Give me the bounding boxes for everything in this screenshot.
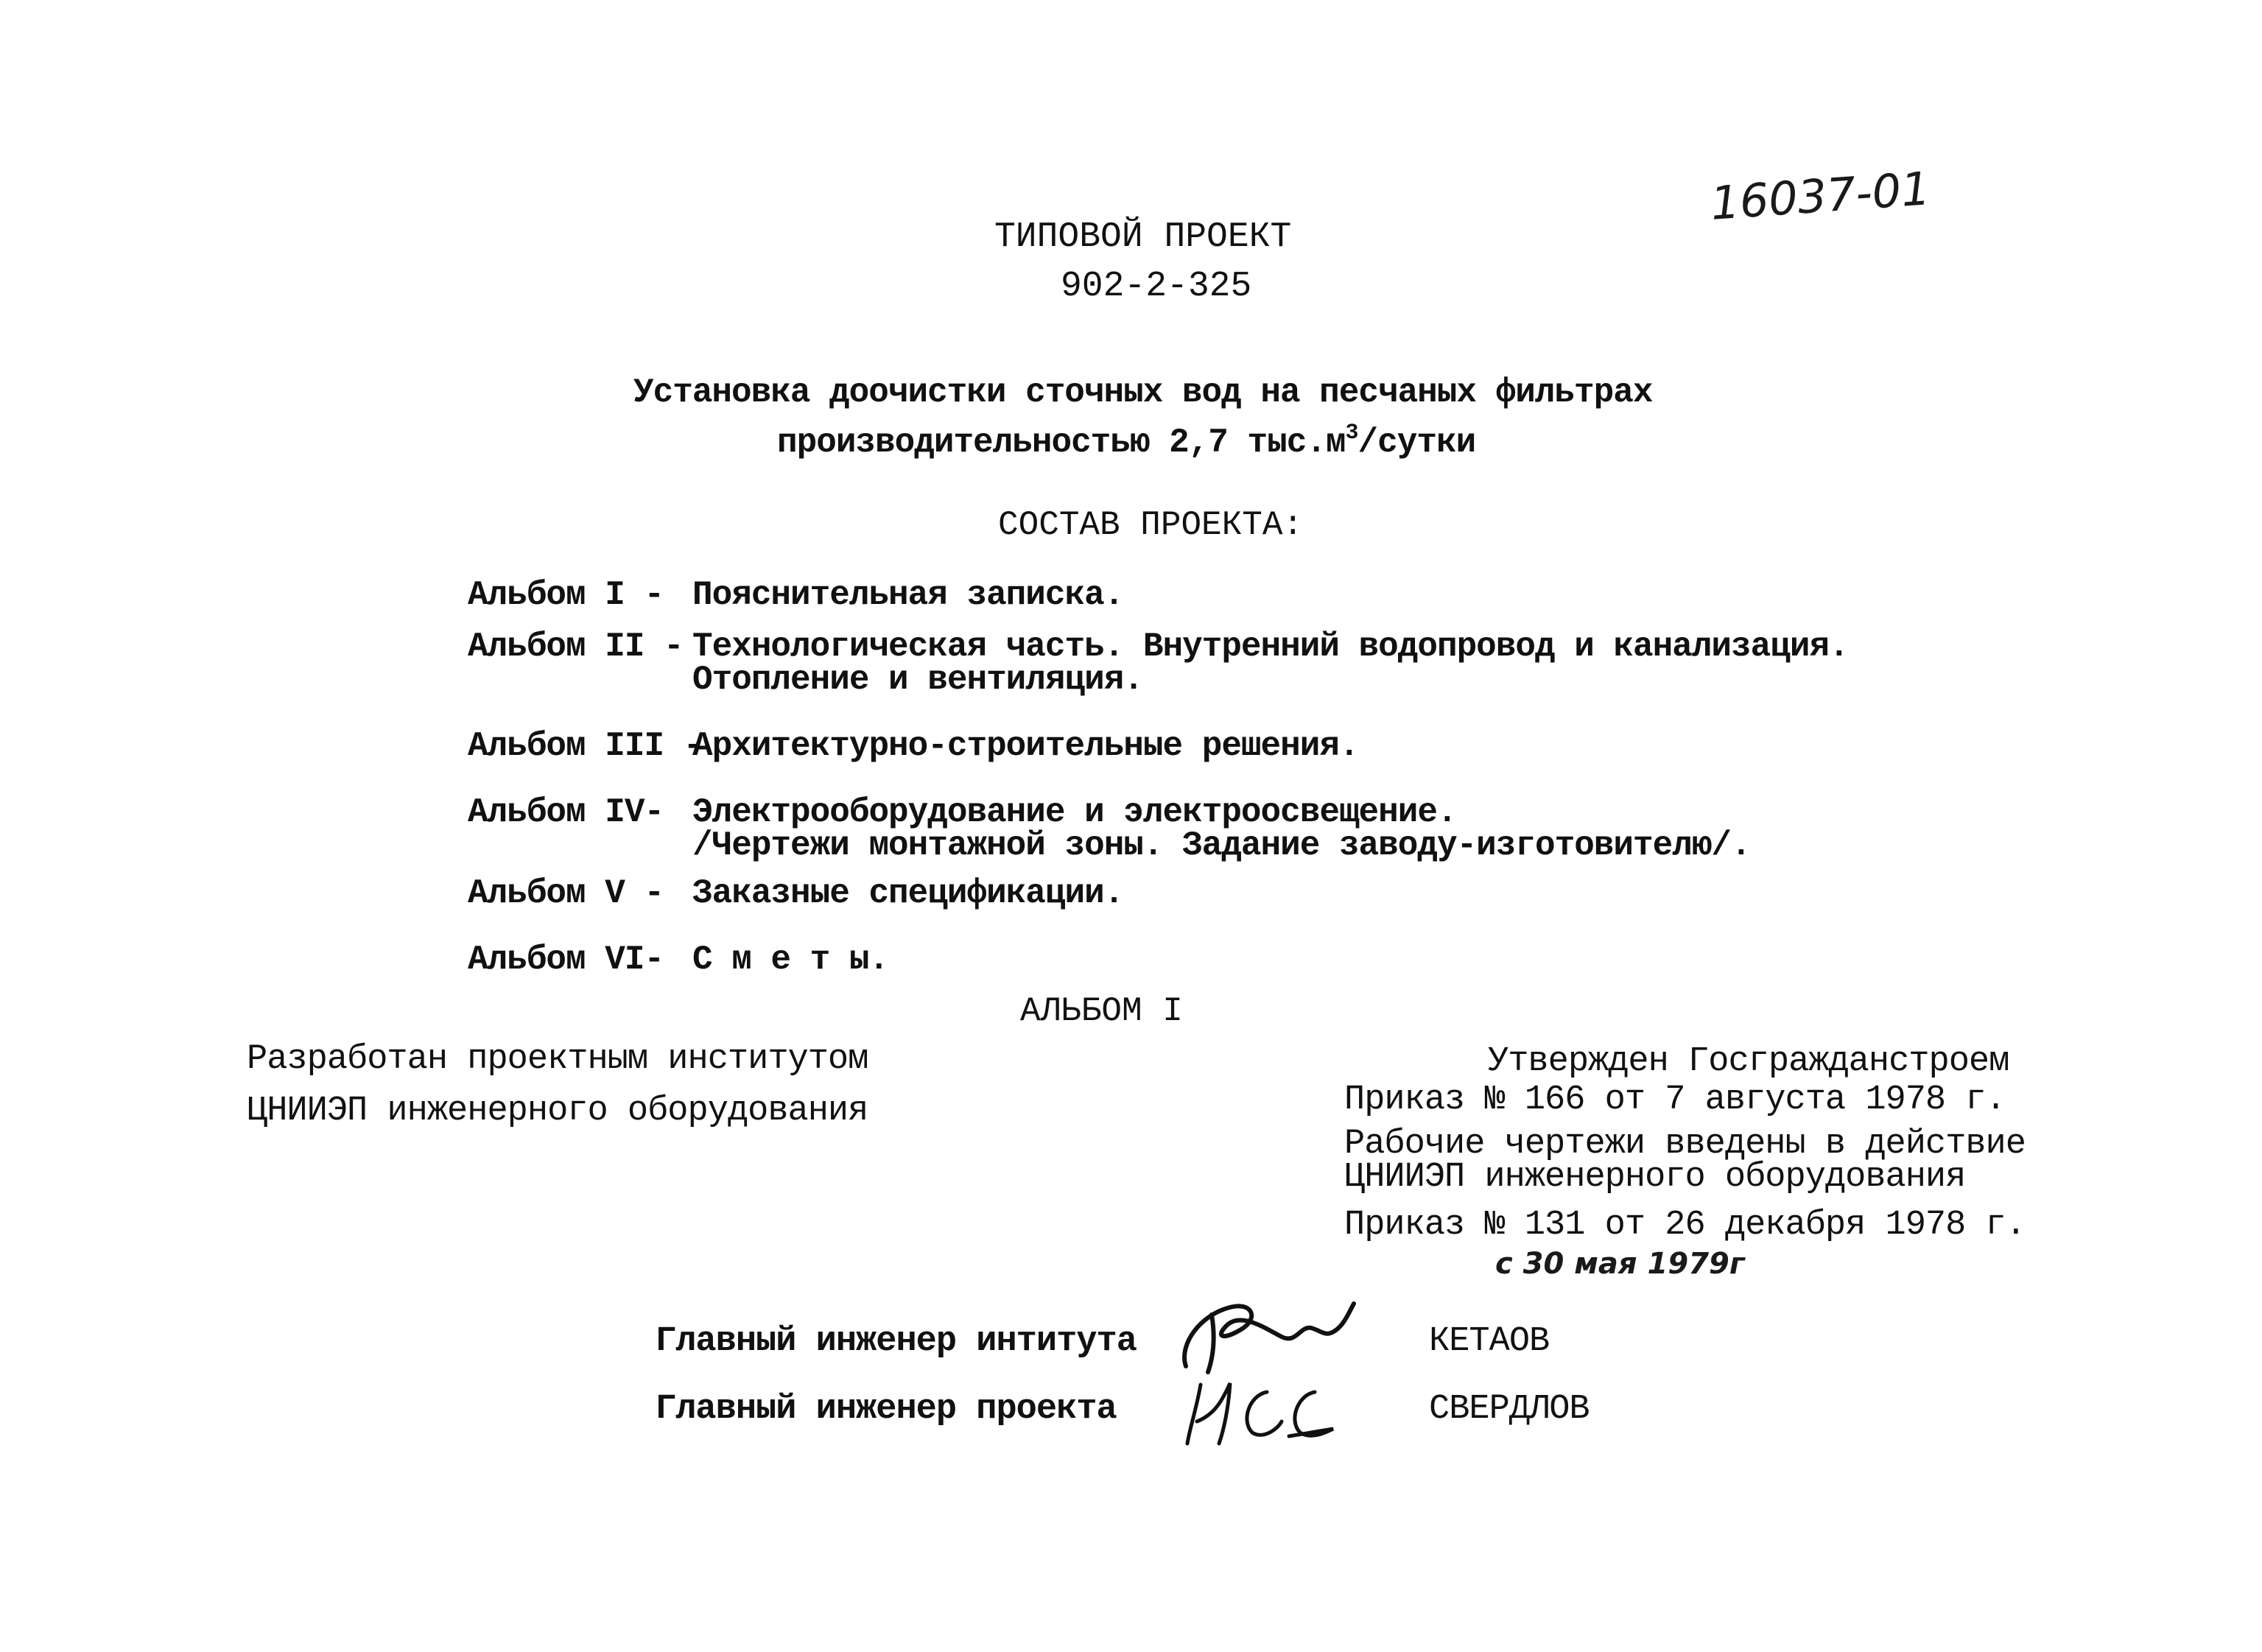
title-line-1: Установка доочистки сточных вод на песчаных фильтрах [633,373,1653,412]
approval-line-5: Приказ № 131 от 26 декабря 1978 г. [1344,1206,2026,1245]
title-line-2-prefix: производительностью 2,7 тыс.м [777,423,1346,462]
album-4-text-line-1: Электрооборудование и электроосвещение. [692,793,1457,832]
album-2-text-line-1: Технологическая часть. Внутренний водопровод и канализация. [692,628,1849,666]
signature-name-1: КЕТАОВ [1429,1322,1550,1361]
approval-line-1: Утвержден Госгражданстроем [1488,1042,2009,1081]
title-line-2-suffix: /сутки [1357,423,1476,462]
signature-role-2: Главный инженер проекта [656,1390,1117,1429]
signature-name-2: СВЕРДЛОВ [1429,1390,1590,1429]
album-2-text-line-2: Отопление и вентиляция. [692,661,1143,699]
developer-line-1: Разработан проектным институтом [247,1040,868,1079]
handwritten-signature-1 [1171,1285,1363,1381]
approval-line-3: Рабочие чертежи введены в действие [1344,1125,2026,1164]
project-type: ТИПОВОЙ ПРОЕКТ [994,217,1292,257]
album-1-text: Пояснительная записка. [692,576,1124,614]
album-5-text: Заказные спецификации. [692,874,1124,913]
composition-heading: СОСТАВ ПРОЕКТА: [998,506,1304,544]
title-line-2-superscript: 3 [1345,421,1358,446]
album-4-label: Альбом IV- [468,793,664,832]
approval-line-2: Приказ № 166 от 7 августа 1978 г. [1344,1080,2006,1120]
album-5-label: Альбом V - [468,874,664,913]
signature-role-1: Главный инженер интитута [656,1322,1137,1361]
developer-line-2: ЦНИИЭП инженерного оборудования [247,1092,868,1131]
album-4-text-line-2: /Чертежи монтажной зоны. Задание заводу-изготовителю/. [692,826,1751,865]
handwritten-doc-number: 16037-01 [1709,161,1932,231]
album-1-label: Альбом I - [468,576,664,614]
album-2-label: Альбом II - [468,628,684,666]
approval-line-4: ЦНИИЭП инженерного оборудования [1344,1158,1966,1197]
album-6-label: Альбом VI- [468,941,664,979]
album-3-label: Альбом III - [468,727,703,765]
album-6-text: С м е т ы. [692,941,889,979]
title-line-2 [777,421,1476,462]
handwritten-signature-2 [1179,1370,1341,1451]
album-heading: АЛЬБОМ I [1020,992,1183,1030]
project-number: 902-2-325 [1061,267,1252,306]
handwritten-enacted-date: с 30 мая 1979г [1495,1247,1745,1281]
album-3-text: Архитектурно-строительные решения. [692,727,1359,765]
